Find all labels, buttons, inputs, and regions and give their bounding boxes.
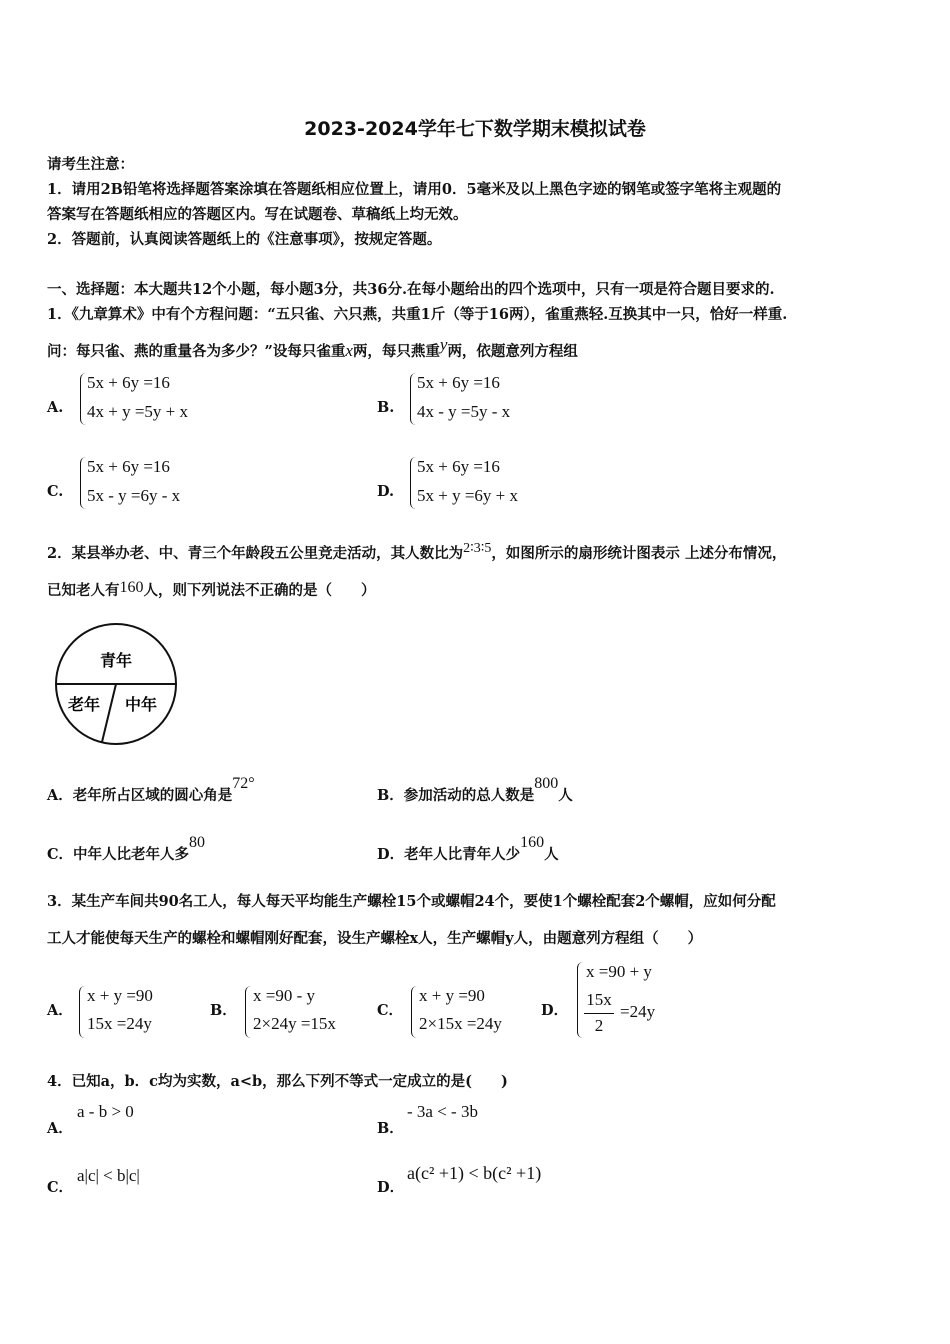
notice-heading: 请考生注意： [47, 156, 134, 173]
q1-option-b-eq2: 4x - y =5y - x [417, 402, 511, 421]
notice-line-1a: 1．请用2B铅笔将选择题答案涂填在答题纸相应位置上，请用0．5毫米及以上黑色字迹的钢笔或签字笔将主观题的 [47, 181, 782, 198]
q1-option-d-label[interactable]: D. [377, 483, 395, 500]
q4-option-c-expr: a|c| < b|c| [77, 1166, 140, 1185]
q2-option-a[interactable]: A．老年所占区域的圆心角是72° [47, 775, 255, 804]
q1-option-a-eq1: 5x + 6y =16 [87, 373, 170, 392]
pie-divider-vertical [102, 684, 116, 742]
brace [410, 373, 416, 425]
q3-option-d-eq1: x =90 + y [586, 962, 652, 981]
section-heading: 一、选择题：本大题共12个小题，每小题3分，共36分.在每小题给出的四个选项中，只有一项是符合题目要求的. [47, 281, 775, 298]
q1-option-c-eq2: 5x - y =6y - x [87, 486, 181, 505]
q3-option-d-eq2-rest: =24y [620, 1002, 656, 1021]
q3-option-a-eq2: 15x =24y [87, 1014, 152, 1033]
q3-option-d-frac-num: 15x [586, 990, 612, 1009]
q2-stem-line1: 2．某县举办老、中、青三个年龄段五公里竞走活动，其人数比为2∶3∶5，如图所示的扇形统计图表示 上述分布情况， [47, 541, 787, 562]
brace [410, 457, 416, 509]
notice-line-2: 2．答题前，认真阅读答题纸上的《注意事项》，按规定答题。 [47, 231, 442, 248]
pie-label-youth: 青年 [99, 651, 133, 670]
q1-option-a-eq2: 4x + y =5y + x [87, 402, 189, 421]
pie-label-old: 老年 [67, 695, 101, 714]
brace [80, 373, 86, 425]
pie-chart-figure [50, 620, 182, 750]
q3-option-b-eq2: 2×24y =15x [253, 1014, 336, 1033]
q3-option-a-label[interactable]: A． [47, 1002, 73, 1019]
q2-option-b[interactable]: B．参加活动的总人数是800人 [377, 775, 573, 804]
brace [411, 986, 417, 1038]
q1-option-b-eq1: 5x + 6y =16 [417, 373, 500, 392]
q1-stem-line2: 问：每只雀、燕的重量各为多少？”设每只雀重x两，每只燕重y两，依题意列方程组 [47, 335, 578, 360]
brace [245, 986, 251, 1038]
brace [80, 457, 86, 509]
q4-option-d-label[interactable]: D． [377, 1179, 405, 1196]
fraction-bar [584, 1013, 614, 1014]
q3-option-c-eq1: x + y =90 [419, 986, 485, 1005]
q3-option-b-eq1: x =90 - y [253, 986, 315, 1005]
q1-stem-line1: 1．《九章算术》中有个方程问题：“五只雀、六只燕，共重1斤（等于16两），雀重燕轻.互换其中一只，恰好一样重. [47, 306, 788, 323]
q4-option-d-expr: a(c² +1) < b(c² +1) [407, 1163, 542, 1183]
q3-option-b-label[interactable]: B． [210, 1002, 237, 1019]
q4-option-c-label[interactable]: C． [47, 1179, 74, 1196]
q3-option-d-label[interactable]: D． [541, 1002, 569, 1019]
q4-option-a-expr: a - b > 0 [77, 1102, 134, 1121]
q1-option-d-eq2: 5x + y =6y + x [417, 486, 519, 505]
q3-option-d-frac-den: 2 [594, 1016, 604, 1035]
q3-stem-line1: 3．某生产车间共90名工人，每人每天平均能生产螺栓15个或螺帽24个，要使1个螺栓配套2个螺帽，应如何分配 [47, 893, 776, 910]
q2-option-d[interactable]: D．老年人比青年人少160人 [377, 834, 559, 863]
q1-option-b-label[interactable]: B. [377, 399, 395, 416]
q3-option-c-label[interactable]: C． [377, 1002, 404, 1019]
q1-option-c-label[interactable]: C. [47, 483, 64, 500]
brace [577, 962, 583, 1038]
pie-label-middle: 中年 [124, 695, 158, 714]
q2-stem-line2: 已知老人有160人，则下列说法不正确的是（ ） [47, 579, 376, 599]
q3-stem-line2: 工人才能使每天生产的螺栓和螺帽刚好配套，设生产螺栓x人，生产螺帽y人，由题意列方程组（ ） [47, 930, 703, 947]
q3-option-a-eq1: x + y =90 [87, 986, 153, 1005]
q4-option-b-expr: - 3a < - 3b [407, 1102, 478, 1121]
q3-option-c-eq2: 2×15x =24y [419, 1014, 502, 1033]
q4-option-b-label[interactable]: B． [377, 1120, 404, 1137]
q1-option-c-eq1: 5x + 6y =16 [87, 457, 170, 476]
q2-option-c[interactable]: C．中年人比老年人多80 [47, 834, 206, 863]
q1-option-a-label[interactable]: A. [47, 399, 64, 416]
brace [79, 986, 85, 1038]
notice-line-1b: 答案写在答题纸相应的答题区内。写在试题卷、草稿纸上均无效。 [47, 206, 468, 223]
q4-stem: 4．已知a，b．c均为实数，a<b，那么下列不等式一定成立的是( ) [47, 1073, 508, 1090]
q1-option-d-eq1: 5x + 6y =16 [417, 457, 500, 476]
q4-option-a-label[interactable]: A． [47, 1120, 73, 1137]
page-title: 2023-2024学年七下数学期末模拟试卷 [304, 118, 646, 140]
